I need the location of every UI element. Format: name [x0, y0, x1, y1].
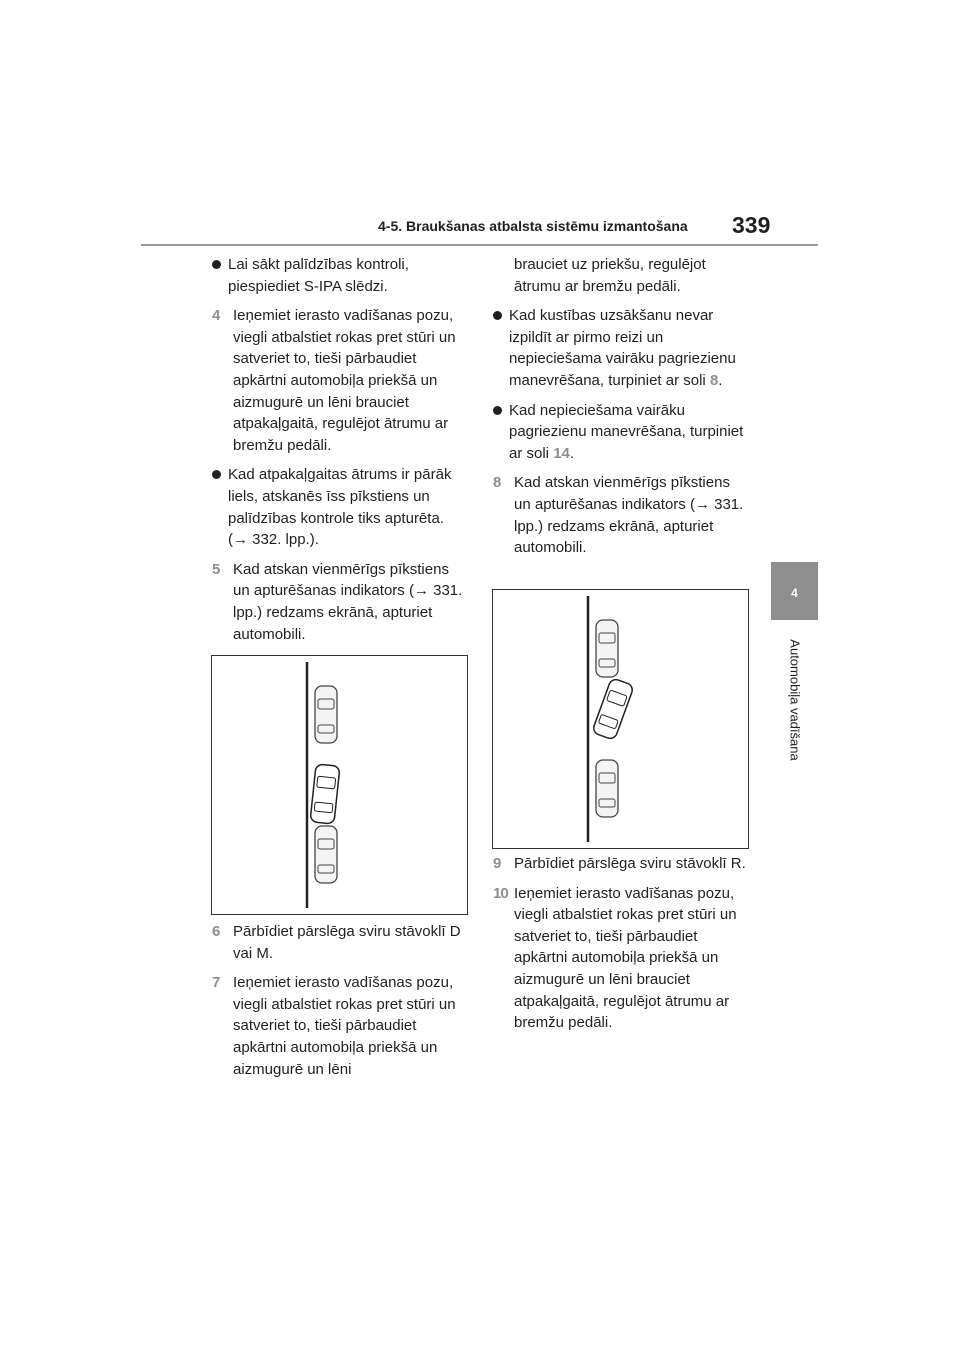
- step-text: Kad atskan vienmērīgs pīkstiens un apturēšanas indikators (→ 331. lpp.) redzams ekrānā, apturiet automobili.: [514, 474, 744, 557]
- page-number: 339: [732, 212, 771, 238]
- step-number: 5: [212, 560, 221, 578]
- parking-illustration-1: [212, 656, 467, 914]
- car-icon-own: [592, 678, 634, 741]
- step-8: [493, 472, 749, 558]
- parking-illustration-2: [493, 590, 748, 848]
- right-column: [493, 254, 749, 567]
- step-number: 10: [493, 884, 508, 902]
- step-number: 7: [212, 974, 221, 992]
- step-reference: 8: [709, 371, 719, 389]
- car-icon-rear: [315, 826, 337, 883]
- step-9: [493, 853, 749, 875]
- chapter-label: Automobiļa vadīšana: [787, 639, 803, 761]
- parking-diagram-1: [211, 655, 468, 915]
- step-text: Ieņemiet ierasto vadīšanas pozu, viegli atbalstiet rokas pret stūri un satveriet to, tieši pārbaudiet apkārtni automobiļa priekšā un aizmugurē un lēni: [233, 974, 456, 1078]
- bullet-text: Kad nepieciešama vairāku pagriezienu manevrēšana, turpiniet ar soli: [509, 401, 744, 462]
- step-7-continued: brauciet uz priekšu, regulējot ātrumu ar bremžu pedāli.: [514, 256, 706, 295]
- car-icon-own: [310, 764, 340, 824]
- step-5: [212, 559, 468, 645]
- step-text: Kad atskan vienmērīgs pīkstiens un apturēšanas indikators (→ 331. lpp.) redzams ekrānā, apturiet automobili.: [233, 560, 463, 643]
- step-6: [212, 921, 468, 964]
- section-title: 4-5. Braukšanas atbalsta sistēmu izmantošana: [378, 218, 688, 234]
- chapter-number: 4: [791, 586, 798, 600]
- car-icon-front: [315, 686, 337, 743]
- header-divider: [141, 244, 818, 246]
- step-7: [212, 972, 468, 1080]
- step-reference: 14: [553, 444, 570, 462]
- step-text: Ieņemiet ierasto vadīšanas pozu, viegli atbalstiet rokas pret stūri un satveriet to, tieši pārbaudiet apkārtni automobiļa priekšā un aizmugurē un lēni brauciet atpakaļgaitā, regulējot ātrumu ar bremžu pedāli.: [514, 884, 737, 1032]
- left-column-lower: [212, 921, 468, 1088]
- step-text: Ieņemiet ierasto vadīšanas pozu, viegli atbalstiet rokas pret stūri un satveriet to, tieši pārbaudiet apkārtni automobiļa priekšā un aizmugurē un lēni brauciet atpakaļgaitā, regulējot ātrumu ar bremžu pedāli.: [233, 307, 456, 454]
- step-text: Pārbīdiet pārslēga sviru stāvoklī D vai M.: [233, 923, 461, 962]
- bullet-multi-turn: [493, 400, 749, 465]
- left-column: [212, 254, 468, 653]
- step-number: 8: [493, 474, 502, 492]
- step-number: 9: [493, 855, 502, 872]
- bullet-multi-turn-first: [493, 305, 749, 391]
- step-10: [493, 883, 749, 1034]
- parking-diagram-2: [492, 589, 749, 849]
- bullet-reverse-speed: Kad atpakaļgaitas ātrums ir pārāk liels, atskanēs īss pīkstiens un palīdzības kontrole tiks apturēta. (→ 332. lpp.).: [212, 464, 468, 550]
- step-number: 6: [212, 923, 221, 940]
- step-number: 4: [212, 307, 221, 325]
- step-4: [212, 305, 468, 456]
- car-icon-rear: [596, 760, 618, 817]
- bullet-start-assist: Lai sākt palīdzības kontroli, piespiediet S-IPA slēdzi.: [212, 254, 468, 297]
- bullet-text: Kad kustības uzsākšanu nevar izpildīt ar pirmo reizi un nepieciešama vairāku pagriezienu manevrēšana, turpiniet ar soli: [509, 307, 736, 389]
- chapter-tab: [771, 562, 818, 620]
- right-column-lower: [493, 853, 749, 1042]
- bullet-text-end: .: [718, 371, 723, 389]
- car-icon-front: [596, 620, 618, 677]
- bullet-text-end: .: [569, 444, 575, 462]
- step-text: Pārbīdiet pārslēga sviru stāvoklī R.: [514, 855, 746, 872]
